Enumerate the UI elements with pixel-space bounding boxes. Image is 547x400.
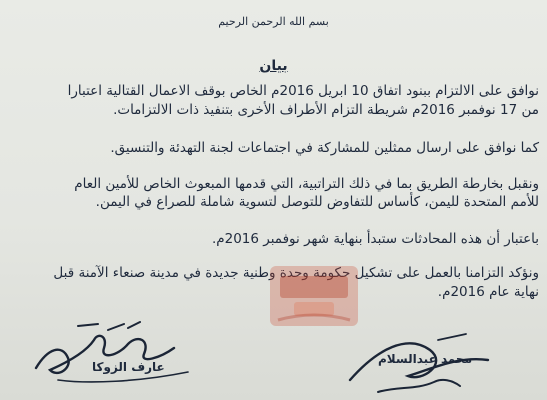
body-line: نوافق على الالتزام ببنود اتفاق 10 ابريل 2016م الخاص بوقف الاعمال القتالية اعتبارا	[67, 83, 539, 99]
body-line: ونقبل بخارطة الطريق بما في ذلك التراتبية، التي قدمها المبعوث الخاص للأمين العام	[74, 176, 539, 192]
body-line: نهاية عام 2016م.	[437, 284, 539, 300]
signer-name-right: محمد عبدالسلام	[378, 352, 472, 366]
body-line: كما نوافق على ارسال ممثلين للمشاركة في اجتماعات لجنة التهدئة والتنسيق.	[110, 140, 539, 156]
body-line: من 17 نوفمبر 2016م شريطة التزام الأطراف الأخرى بتنفيذ ذات الالتزامات.	[113, 102, 539, 118]
handwritten-signature-left	[28, 318, 203, 390]
document-title: بيان	[259, 58, 288, 74]
handwritten-signature-right	[338, 320, 508, 398]
body-line: باعتبار أن هذه المحادثات ستبدأ بنهاية شهر نوفمبر 2016م.	[211, 231, 539, 247]
basmala: بسم الله الرحمن الرحيم	[218, 15, 329, 28]
signer-name-left: عارف الزوكا	[92, 360, 165, 374]
body-line: للأمم المتحدة لليمن، كأساس للتفاوض للتوصل لتسوية شاملة للصراع في اليمن.	[95, 194, 539, 210]
body-line: ونؤكد التزامنا بالعمل على تشكيل حكومة وحدة وطنية جديدة في مدينة صنعاء الآمنة قبل	[53, 265, 539, 281]
